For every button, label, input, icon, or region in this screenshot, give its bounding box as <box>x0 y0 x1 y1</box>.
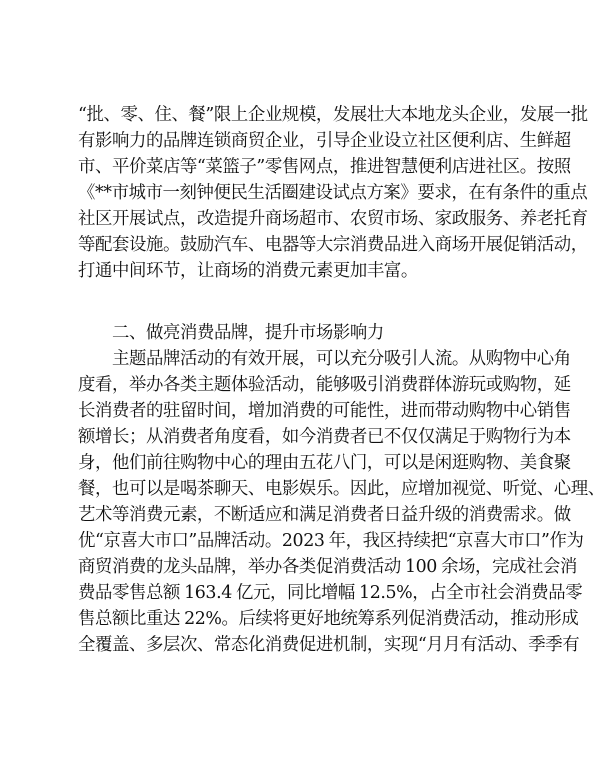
text-line: 等配套设施。鼓励汽车、电器等大宗消费品进入商场开展促销活动， <box>78 235 588 255</box>
text-line: 艺术等消费元素，不断适应和满足消费者日益升级的消费需求。做 <box>78 505 571 525</box>
text-line: 身，他们前往购物中心的理由五花八门，可以是闲逛购物、美食聚 <box>78 453 571 473</box>
section-heading: 二、做亮消费品牌，提升市场影响力 <box>112 323 384 343</box>
text-line: 社区开展试点，改造提升商场超市、农贸市场、家政服务、养老托育 <box>78 209 588 229</box>
text-line: 主题品牌活动的有效开展，可以充分吸引人流。从购物中心角 <box>112 349 571 369</box>
text-line: 商贸消费的龙头品牌，举办各类促消费活动 100 余场，完成社会消 <box>78 557 577 577</box>
text-line: 费品零售总额 163.4 亿元，同比增幅 12.5%，占全市社会消费品零 <box>78 583 583 603</box>
text-line: 全覆盖、多层次、常态化消费促进机制，实现“月月有活动、季季有 <box>78 635 580 655</box>
section-consumer-brands <box>78 320 605 658</box>
text-line: “批、零、住、餐”限上企业规模，发展壮大本地龙头企业，发展一批 <box>78 105 588 125</box>
text-line: 有影响力的品牌连锁商贸企业，引导企业设立社区便利店、生鲜超 <box>78 131 571 151</box>
text-line: 长消费者的驻留时间，增加消费的可能性，进而带动购物中心销售 <box>78 401 571 421</box>
text-line: 《**市城市一刻钟便民生活圈建设试点方案》要求，在有条件的重点 <box>78 183 588 203</box>
text-line: 度看，举办各类主题体验活动，能够吸引消费群体游玩或购物，延 <box>78 375 571 395</box>
paragraph-retail-enterprises <box>78 102 588 284</box>
text-line: 餐，也可以是喝茶聊天、电影娱乐。因此，应增加视觉、听觉、心理、 <box>78 479 605 499</box>
text-line: 市、平价菜店等“菜篮子”零售网点，推进智慧便利店进社区。按照 <box>78 157 571 177</box>
text-line: 打通中间环节，让商场的消费元素更加丰富。 <box>78 261 418 281</box>
text-line: 售总额比重达 22%。后续将更好地统筹系列促消费活动，推动形成 <box>78 609 579 629</box>
text-line: 优“京喜大市口”品牌活动。2023 年，我区持续把“京喜大市口”作为 <box>78 531 584 551</box>
text-line: 额增长；从消费者角度看，如今消费者已不仅仅满足于购物行为本 <box>78 427 571 447</box>
